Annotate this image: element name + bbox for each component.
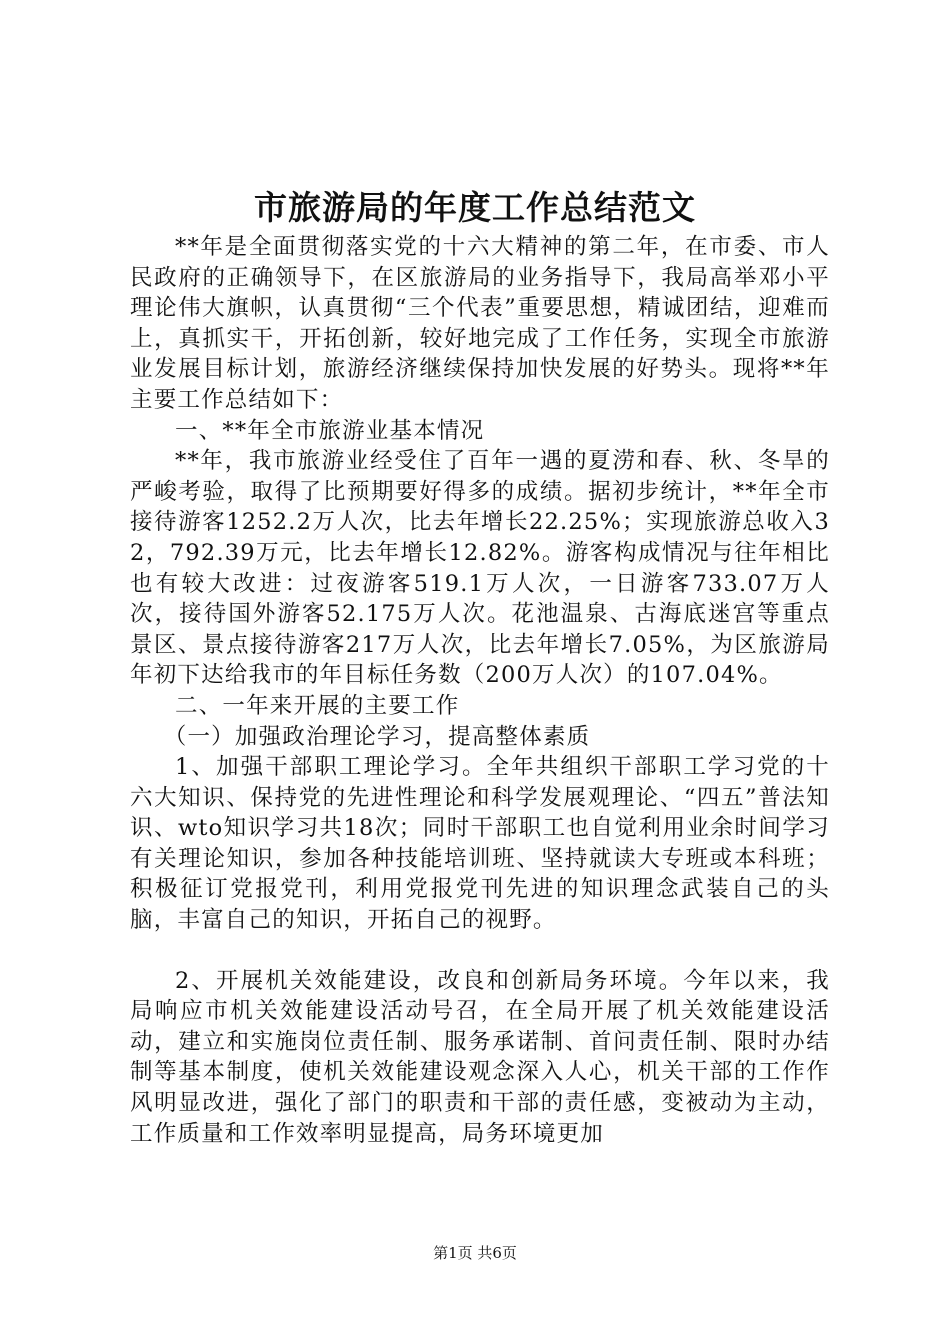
intro-paragraph: **年是全面贯彻落实党的十六大精神的第二年，在市委、市人民政府的正确领导下，在区旅游局的业务指导下，我局高举邓小平理论伟大旗帜，认真贯彻“三个代表”重要思想，精诚团结，迎难而上，真抓实干，开拓创新，较好地完成了工作任务，实现全市旅游业发展目标计划，旅游经济继续保持加快发展的好势头。现将**年主要工作总结如下： (130, 234, 830, 413)
document-title: 市旅游局的年度工作总结范文 (254, 188, 696, 227)
section-heading-basic-situation: 一、**年全市旅游业基本情况 (175, 417, 485, 444)
theory-study-paragraph: 1、加强干部职工理论学习。全年共组织干部职工学习党的十六大知识、保持党的先进性理论和科学发展观理论、“四五”普法知识、wto知识学习共18次；同时干部职工也自觉利用业余时间学习有关理论知识，参加各种技能培训班、坚持就读大专班或本科班；积极征订党报党刊，利用党报党刊先进的知识理念武装自己的头脑，丰富自己的知识，开拓自己的视野。 (130, 754, 830, 934)
document-body (130, 232, 830, 1149)
section-heading-main-work: 二、一年来开展的主要工作 (175, 692, 460, 719)
efficiency-paragraph: 2、开展机关效能建设，改良和创新局务环境。今年以来，我局响应市机关效能建设活动号召，在全局开展了机关效能建设活动，建立和实施岗位责任制、服务承诺制、首问责任制、限时办结制等基本制度，使机关效能建设观念深入人心，机关干部的工作作风明显改进，强化了部门的职责和干部的责任感，变被动为主动，工作质量和工作效率明显提高，局务环境更加 (130, 967, 830, 1147)
statistics-paragraph: **年，我市旅游业经受住了百年一遇的夏涝和春、秋、冬旱的严峻考验，取得了比预期要好得多的成绩。据初步统计，**年全市接待游客1252.2万人次，比去年增长22.25%；实现旅游总收入32，792.39万元，比去年增长12.82%。游客构成情况与往年相比也有较大改进：过夜游客519.1万人次，一日游客733.07万人次，接待国外游客52.175万人次。花池温泉、古海底迷宫等重点景区、景点接待游客217万人次，比去年增长7.05%，为区旅游局年初下达给我市的年目标任务数（200万人次）的107.04%。 (130, 448, 830, 689)
subsection-heading-theory-study: （一）加强政治理论学习，提高整体素质 (163, 723, 591, 750)
page-number: 第1页 共6页 (433, 1244, 517, 1262)
